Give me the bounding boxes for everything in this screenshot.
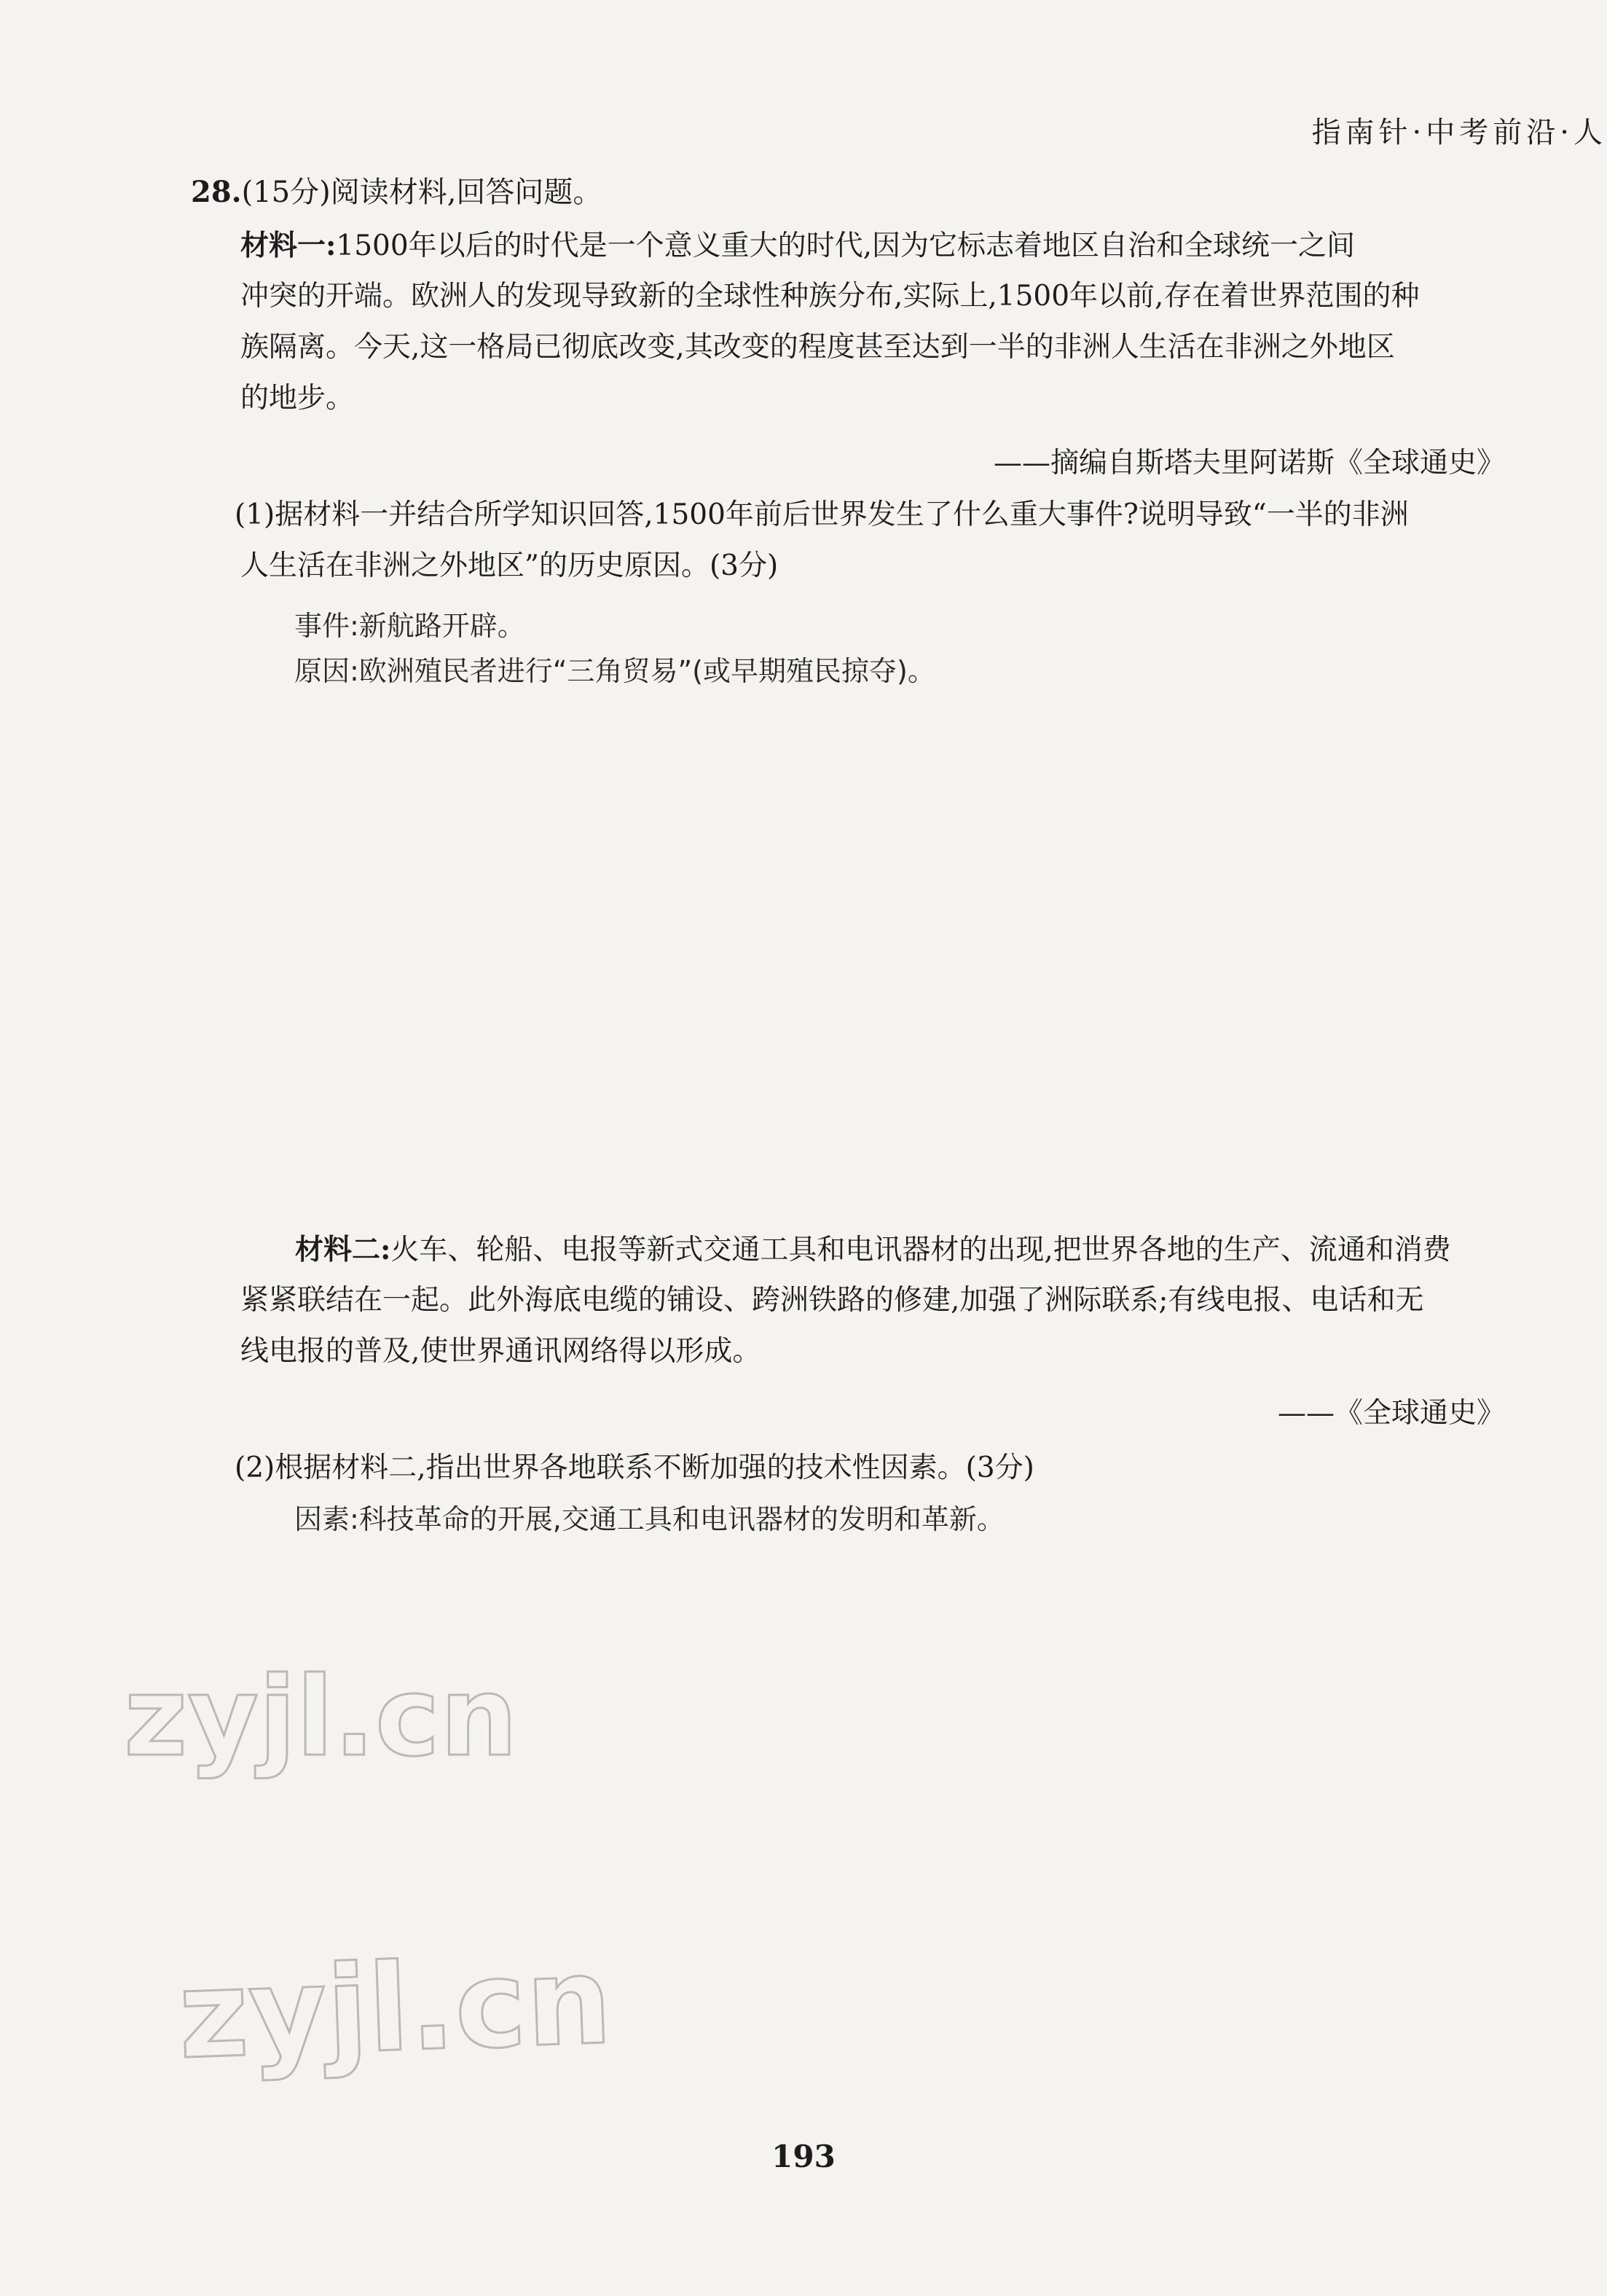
answer-2-factor: 因素:科技革命的开展,交通工具和电讯器材的发明和革新。 xyxy=(294,1503,1005,1535)
material-2-label: 材料二: xyxy=(295,1233,391,1266)
question-2-line-1: (2)根据材料二,指出世界各地联系不断加强的技术性因素。(3分) xyxy=(235,1451,1034,1484)
material-1 xyxy=(240,220,1512,272)
material-2-line-3: 线电报的普及,使世界通讯网络得以形成。 xyxy=(240,1335,761,1368)
question-number: 28. xyxy=(191,175,242,209)
answer-1-event: 事件:新航路开辟。 xyxy=(294,610,525,642)
question-1-line-2: 人生活在非洲之外地区”的历史原因。(3分) xyxy=(240,549,779,582)
page-number: 193 xyxy=(771,2139,836,2174)
material-2-text-1: 火车、轮船、电报等新式交通工具和电讯器材的出现,把世界各地的生产、流通和消费 xyxy=(390,1234,1451,1266)
question-title xyxy=(191,169,602,211)
material-1-label: 材料一: xyxy=(240,229,337,262)
question-title-text: (15分)阅读材料,回答问题。 xyxy=(241,176,602,209)
answer-1-reason: 原因:欧洲殖民者进行“三角贸易”(或早期殖民掠夺)。 xyxy=(294,655,935,687)
watermark-1: zyjl.cn xyxy=(124,1654,518,1781)
running-header: 指南针·中考前沿·人 xyxy=(1311,116,1607,149)
material-1-line-2: 冲突的开端。欧洲人的发现导致新的全球性种族分布,实际上,1500年以前,存在着世界范围的种 xyxy=(240,280,1420,313)
material-1-text-1: 1500年以后的时代是一个意义重大的时代,因为它标志着地区自治和全球统一之间 xyxy=(336,230,1356,262)
watermark-2: zyjl.cn xyxy=(176,1930,614,2086)
material-1-line-4: 的地步。 xyxy=(240,382,355,415)
material-2-line-1 xyxy=(295,1224,1512,1276)
material-2-line-2: 紧紧联结在一起。此外海底电缆的铺设、跨洲铁路的修建,加强了洲际联系;有线电报、电话和无 xyxy=(240,1284,1424,1317)
material-2-source: ——《全球通史》 xyxy=(1277,1397,1505,1430)
question-1-line-1: (1)据材料一并结合所学知识回答,1500年前后世界发生了什么重大事件?说明导致“一半的非洲 xyxy=(235,498,1409,531)
material-1-line-3: 族隔离。今天,这一格局已彻底改变,其改变的程度甚至达到一半的非洲人生活在非洲之外地区 xyxy=(240,331,1395,364)
material-1-source: ——摘编自斯塔夫里阿诺斯《全球通史》 xyxy=(993,447,1505,479)
material-1-line-1 xyxy=(240,220,1512,272)
